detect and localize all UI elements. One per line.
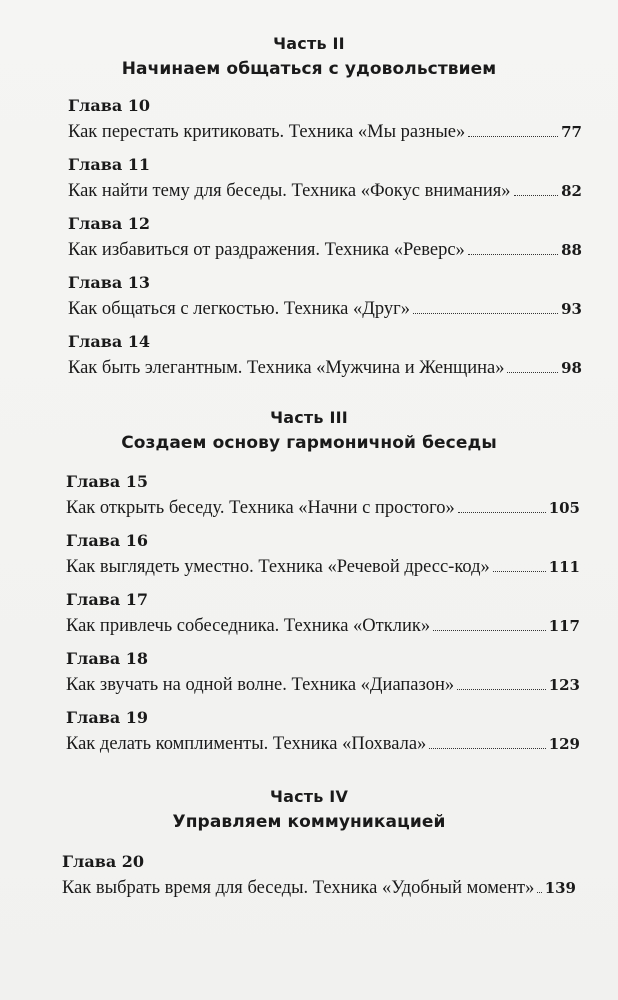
- page-number: 139: [544, 879, 576, 897]
- toc-entry[interactable]: [68, 273, 582, 320]
- toc-entry[interactable]: [68, 155, 582, 202]
- chapter-title: Как делать комплименты. Техника «Похвала»: [66, 734, 427, 754]
- page-number: 105: [548, 499, 580, 517]
- toc-entry[interactable]: [62, 852, 576, 899]
- page-number: 117: [548, 617, 580, 635]
- dot-leader: [429, 748, 545, 749]
- chapter-label: Глава 18: [66, 649, 149, 668]
- chapter-label: Глава 16: [66, 531, 149, 550]
- dot-leader: [514, 195, 559, 196]
- part-label: Часть IV: [269, 787, 349, 806]
- chapter-label: Глава 11: [68, 155, 151, 174]
- dot-leader: [468, 136, 558, 137]
- part-title: Создаем основу гармоничной беседы: [121, 433, 497, 453]
- chapter-title: Как выбрать время для беседы. Техника «Удобный момент»: [62, 878, 535, 898]
- dot-leader: [413, 313, 558, 314]
- chapter-title: Как найти тему для беседы. Техника «Фокус внимания»: [68, 181, 511, 201]
- chapter-label: Глава 15: [66, 472, 149, 491]
- chapter-label: Глава 14: [68, 332, 151, 351]
- chapter-title: Как выглядеть уместно. Техника «Речевой дресс-код»: [66, 557, 490, 577]
- dot-leader: [457, 689, 546, 690]
- toc-entry[interactable]: [68, 332, 582, 379]
- chapter-label: Глава 10: [68, 96, 151, 115]
- chapter-title: Как открыть беседу. Техника «Начни с простого»: [66, 498, 455, 518]
- chapter-label: Глава 12: [68, 214, 151, 233]
- page-number: 98: [561, 359, 582, 377]
- chapter-title: Как перестать критиковать. Техника «Мы разные»: [68, 122, 466, 142]
- part-title: Начинаем общаться с удовольствием: [121, 59, 497, 79]
- dot-leader: [433, 630, 546, 631]
- toc-entry[interactable]: [68, 96, 582, 143]
- chapter-label: Глава 20: [62, 852, 145, 871]
- toc-entry[interactable]: [66, 531, 580, 578]
- part-heading: [0, 34, 618, 79]
- dot-leader: [507, 372, 558, 373]
- part-label: Часть II: [273, 34, 345, 53]
- page-number: 123: [548, 676, 580, 694]
- part-heading: [0, 787, 618, 832]
- page-number: 88: [561, 241, 582, 259]
- page-number: 129: [548, 735, 580, 753]
- chapter-title: Как звучать на одной волне. Техника «Диапазон»: [66, 675, 455, 695]
- page-number: 93: [561, 300, 582, 318]
- page-number: 82: [561, 182, 582, 200]
- chapter-title: Как избавиться от раздражения. Техника «Реверс»: [68, 240, 465, 260]
- part-title: Управляем коммуникацией: [172, 812, 446, 832]
- chapter-title: Как быть элегантным. Техника «Мужчина и Женщина»: [68, 358, 505, 378]
- chapter-title: Как привлечь собеседника. Техника «Отклик»: [66, 616, 431, 636]
- dot-leader: [493, 571, 546, 572]
- toc-entry[interactable]: [66, 649, 580, 696]
- toc-entry[interactable]: [68, 214, 582, 261]
- dot-leader: [458, 512, 546, 513]
- chapter-title: Как общаться с легкостью. Техника «Друг»: [68, 299, 410, 319]
- chapter-label: Глава 13: [68, 273, 151, 292]
- part-heading: [0, 408, 618, 453]
- chapter-label: Глава 19: [66, 708, 149, 727]
- part-label: Часть III: [270, 408, 348, 427]
- toc-entry[interactable]: [66, 472, 580, 519]
- chapter-label: Глава 17: [66, 590, 149, 609]
- page-number: 77: [561, 123, 582, 141]
- dot-leader: [537, 892, 541, 893]
- toc-entry[interactable]: [66, 708, 580, 755]
- page-number: 111: [548, 558, 580, 576]
- dot-leader: [468, 254, 558, 255]
- toc-entry[interactable]: [66, 590, 580, 637]
